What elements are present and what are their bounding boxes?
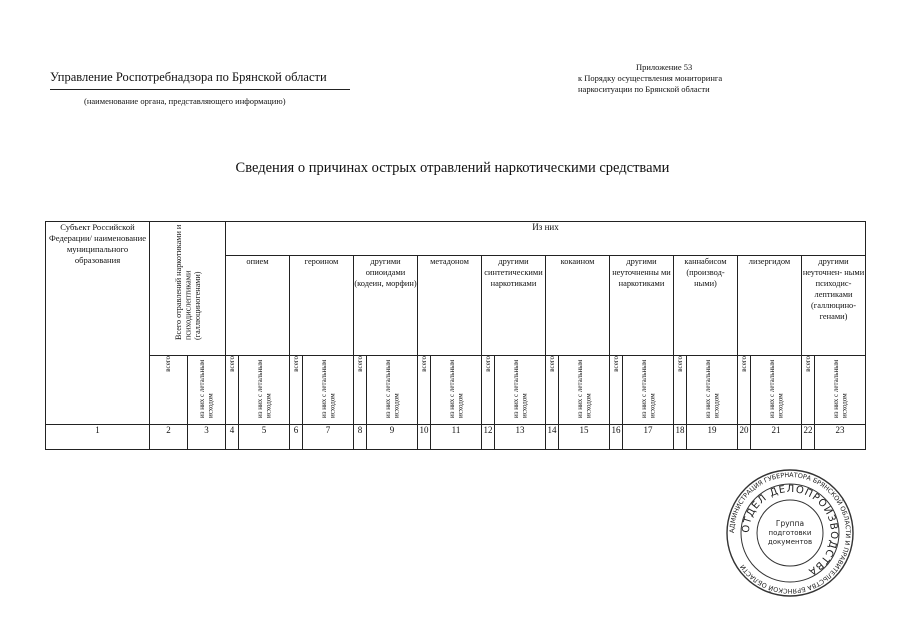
category-other-unspecified: другими неуточненны ми наркотиками (610, 256, 674, 356)
column-number-6: 6 (290, 425, 303, 450)
category-other-opioids: другими опиоидами (кодеин, морфин) (354, 256, 418, 356)
sub-total-cell: всего (738, 356, 751, 425)
column-number-9: 9 (367, 425, 418, 450)
column-number-7: 7 (303, 425, 354, 450)
category-heroin: героином (290, 256, 354, 356)
appendix-line-2: наркоситуации по Брянской области (578, 84, 710, 94)
column-number-12: 12 (482, 425, 495, 450)
appendix-number: Приложение 53 (636, 62, 693, 72)
sub-fatal-cell: из них с летальным исходом (815, 356, 866, 425)
column-number-19: 19 (687, 425, 738, 450)
column-number-2: 2 (150, 425, 188, 450)
category-cocaine: кокаином (546, 256, 610, 356)
stamp-center-line-3: документов (767, 538, 813, 546)
column-number-8: 8 (354, 425, 367, 450)
sub-fatal-cell: из них с летальным исходом (239, 356, 290, 425)
stamp-center-line-2: подготовки (768, 529, 812, 537)
sub-total-cell: всего (290, 356, 303, 425)
sub-fatal-cell: из них с летальным исходом (687, 356, 738, 425)
sub-total-cell: всего (674, 356, 687, 425)
sub-total-cell: всего (802, 356, 815, 425)
official-stamp (725, 468, 855, 598)
sub-fatal-cell: из них с летальным исходом (188, 356, 226, 425)
sub-fatal-cell: из них с летальным исходом (623, 356, 674, 425)
column-number-20: 20 (738, 425, 751, 450)
organization-caption: (наименование органа, представляющего информацию) (84, 96, 286, 106)
sub-fatal-cell: из них с летальным исходом (367, 356, 418, 425)
sub-total-cell: всего (354, 356, 367, 425)
category-cannabis: каннабисом (производ- ными) (674, 256, 738, 356)
category-other-psychodysleptics: другими неуточнен- ными психодис- лептиками (галлюцино- генами) (802, 256, 866, 356)
column-number-4: 4 (226, 425, 239, 450)
appendix-block (578, 62, 808, 95)
sub-total-cell: всего (546, 356, 559, 425)
category-lysergide: лизергидом (738, 256, 802, 356)
total-poisonings-header: Всего отравлений наркотиками и психодислептиками (галлюциногенами) (150, 222, 226, 356)
column-number-1: 1 (46, 425, 150, 450)
category-methadone: метадоном (418, 256, 482, 356)
column-number-22: 22 (802, 425, 815, 450)
subject-header: Субъект Российской Федерации/ наименование муниципального образования (46, 222, 150, 425)
category-other-synthetic: другими синтетическими наркотиками (482, 256, 546, 356)
report-table (45, 221, 866, 450)
sub-total-cell: всего (482, 356, 495, 425)
of-them-header: Из них (226, 222, 866, 256)
column-number-23: 23 (815, 425, 866, 450)
column-number-10: 10 (418, 425, 431, 450)
column-number-13: 13 (495, 425, 546, 450)
category-opium: опием (226, 256, 290, 356)
sub-total-cell: всего (610, 356, 623, 425)
sub-fatal-cell: из них с летальным исходом (559, 356, 610, 425)
column-number-14: 14 (546, 425, 559, 450)
organization-name: Управление Роспотребнадзора по Брянской области (50, 70, 350, 90)
sub-total-cell: всего (150, 356, 188, 425)
sub-fatal-cell: из них с летальным исходом (303, 356, 354, 425)
appendix-line-1: к Порядку осуществления мониторинга (578, 73, 723, 83)
column-number-21: 21 (751, 425, 802, 450)
sub-fatal-cell: из них с летальным исходом (431, 356, 482, 425)
column-number-18: 18 (674, 425, 687, 450)
column-number-16: 16 (610, 425, 623, 450)
sub-total-cell: всего (226, 356, 239, 425)
sub-total-cell: всего (418, 356, 431, 425)
stamp-center-line-1: Группа (775, 519, 805, 528)
stamp-middle-text: ОТДЕЛ ДЕЛОПРОИЗВОДСТВА (740, 483, 840, 578)
stamp-outer-text: АДМИНИСТРАЦИЯ ГУБЕРНАТОРА БРЯНСКОЙ ОБЛАСТИ И ПРАВИТЕЛЬСТВА БРЯНСКОЙ ОБЛАСТИ (727, 470, 853, 596)
sub-fatal-cell: из них с летальным исходом (751, 356, 802, 425)
column-number-11: 11 (431, 425, 482, 450)
sub-fatal-cell: из них с летальным исходом (495, 356, 546, 425)
column-number-5: 5 (239, 425, 290, 450)
column-number-17: 17 (623, 425, 674, 450)
column-number-15: 15 (559, 425, 610, 450)
document-title: Сведения о причинах острых отравлений наркотическими средствами (235, 160, 670, 176)
column-number-3: 3 (188, 425, 226, 450)
